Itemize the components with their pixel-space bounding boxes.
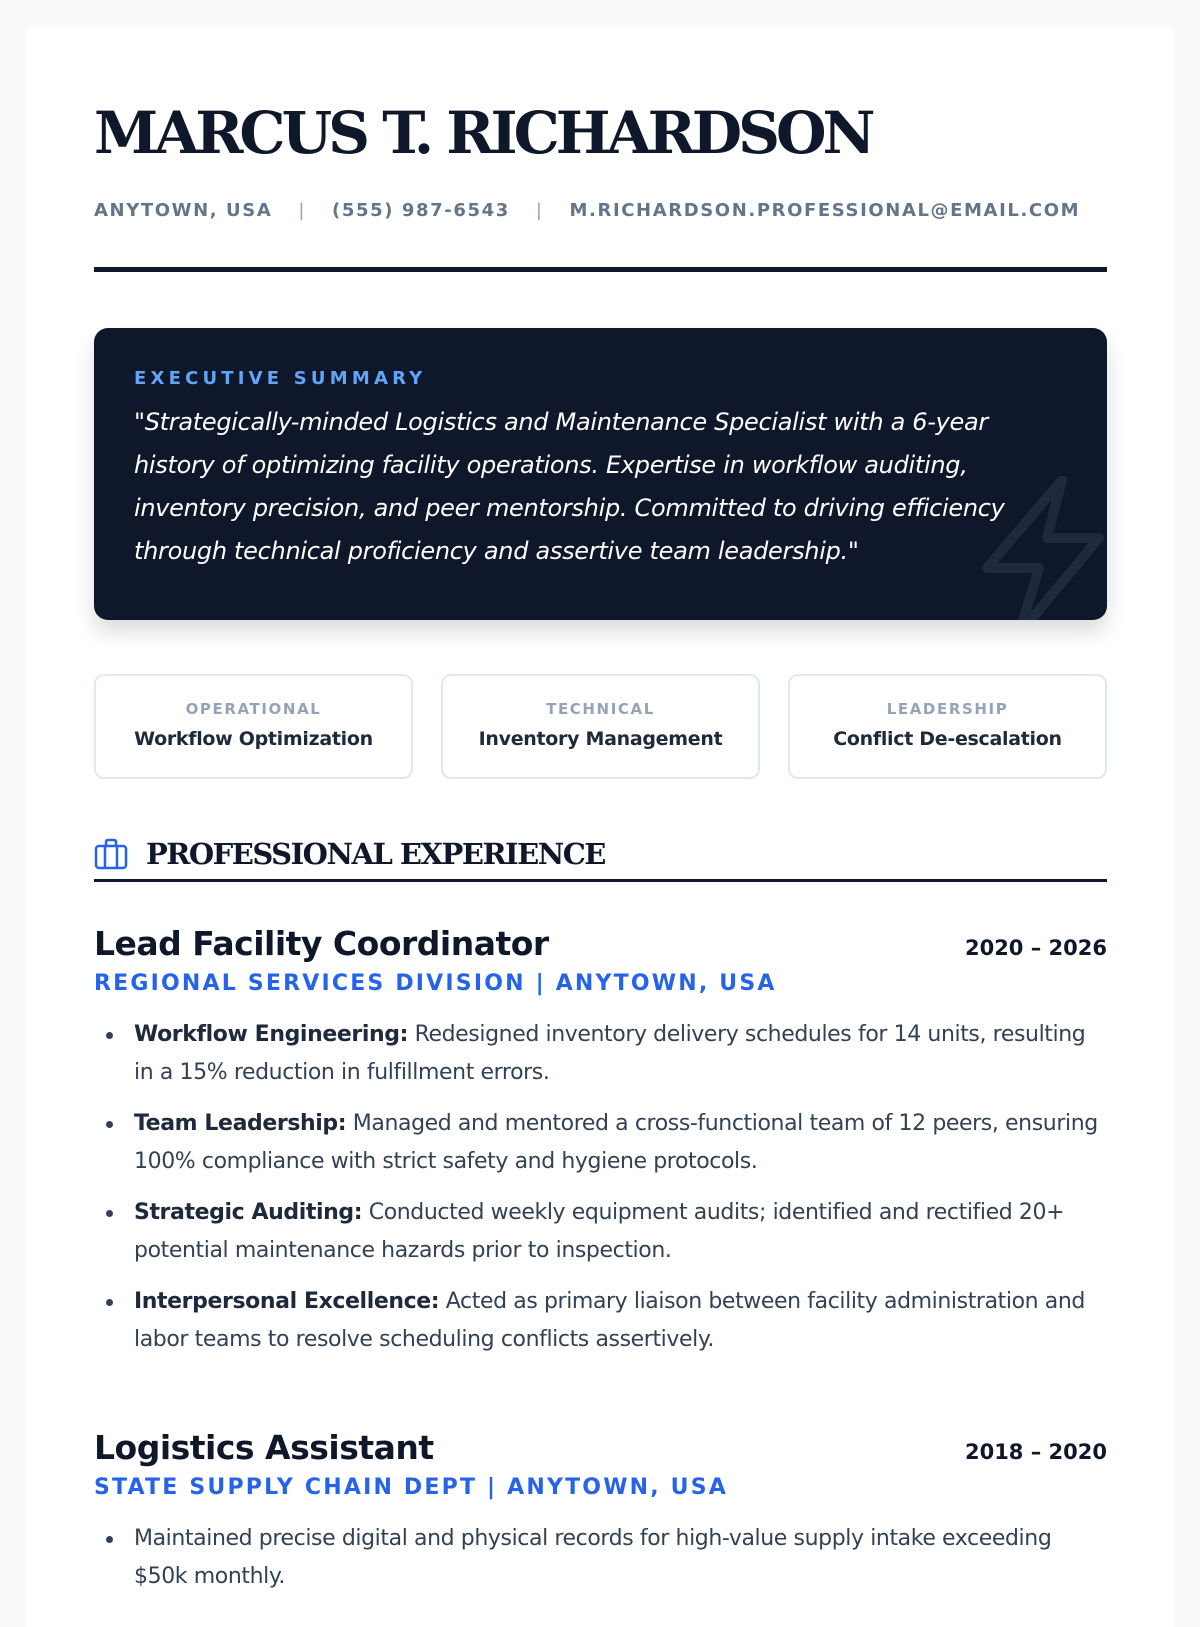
header-divider (94, 267, 1107, 272)
summary-text: "Strategically-minded Logistics and Maintenance Specialist with a 6-year history of optimizing facility operations. Expertise in workflow auditing, inventory precision, and peer mentorship. Committed to driving efficiency through technical proficiency and assertive team leadership." (134, 408, 1005, 565)
contact-phone: (555) 987-6543 (332, 200, 510, 221)
contact-location: ANYTOWN, USA (94, 200, 273, 221)
skill-category: OPERATIONAL (185, 700, 322, 718)
skill-value: Conflict De-escalation (833, 728, 1062, 750)
job-entry (94, 1428, 1107, 1609)
executive-summary-card (94, 328, 1107, 620)
bullet-lead: Workflow Engineering: (134, 1022, 408, 1047)
resume-page (27, 27, 1173, 1627)
bullet-text: Conducted weekly equipment audits; identified and rectified 20+ potential maintenance hazards prior to inspection. (134, 1200, 1065, 1263)
skill-card-technical (441, 674, 760, 779)
job-title: Lead Facility Coordinator (94, 924, 549, 963)
summary-label: EXECUTIVE SUMMARY (134, 368, 427, 389)
skill-value: Workflow Optimization (134, 728, 373, 750)
bullet-text: Redesigned inventory delivery schedules for 14 units, resulting in a 15% reduction in fulfillment errors. (134, 1022, 1086, 1085)
skill-card-operational (94, 674, 413, 779)
job-bullets (94, 1520, 1107, 1596)
list-item (94, 1105, 1107, 1181)
skill-category: LEADERSHIP (886, 700, 1009, 718)
bullet-lead: Team Leadership: (134, 1111, 347, 1136)
contact-separator: | (298, 200, 307, 221)
briefcase-icon (94, 837, 128, 871)
bullet-text: Acted as primary liaison between facility administration and labor teams to resolve scheduling conflicts assertively. (134, 1289, 1085, 1352)
job-title: Logistics Assistant (94, 1428, 434, 1467)
bullet-lead: Interpersonal Excellence: (134, 1289, 440, 1314)
list-item (94, 1016, 1107, 1092)
list-item (94, 1520, 1107, 1596)
list-item (94, 1194, 1107, 1270)
job-dates: 2020 – 2026 (964, 936, 1107, 960)
job-organization: REGIONAL SERVICES DIVISION | ANYTOWN, USA (94, 971, 777, 996)
job-organization: STATE SUPPLY CHAIN DEPT | ANYTOWN, USA (94, 1475, 729, 1500)
section-title: PROFESSIONAL EXPERIENCE (146, 837, 605, 871)
job-dates: 2018 – 2020 (964, 1440, 1107, 1464)
job-bullets (94, 1016, 1107, 1359)
skill-card-leadership (788, 674, 1107, 779)
bullet-text: Managed and mentored a cross-functional team of 12 peers, ensuring 100% compliance with strict safety and hygiene protocols. (134, 1111, 1098, 1174)
contact-line (94, 200, 1080, 221)
contact-email[interactable]: M.RICHARDSON.PROFESSIONAL@EMAIL.COM (569, 200, 1081, 221)
skill-value: Inventory Management (478, 728, 723, 750)
bullet-text: Maintained precise digital and physical records for high-value supply intake exceeding $50k monthly. (134, 1526, 1052, 1589)
skill-category: TECHNICAL (546, 700, 655, 718)
contact-separator: | (535, 200, 544, 221)
experience-section-header (94, 837, 1107, 882)
candidate-name: MARCUS T. RICHARDSON (94, 99, 872, 167)
bullet-lead: Strategic Auditing: (134, 1200, 363, 1225)
lightning-bolt-icon (967, 476, 1107, 620)
skills-row (94, 674, 1107, 779)
job-entry (94, 924, 1107, 1372)
list-item (94, 1283, 1107, 1359)
